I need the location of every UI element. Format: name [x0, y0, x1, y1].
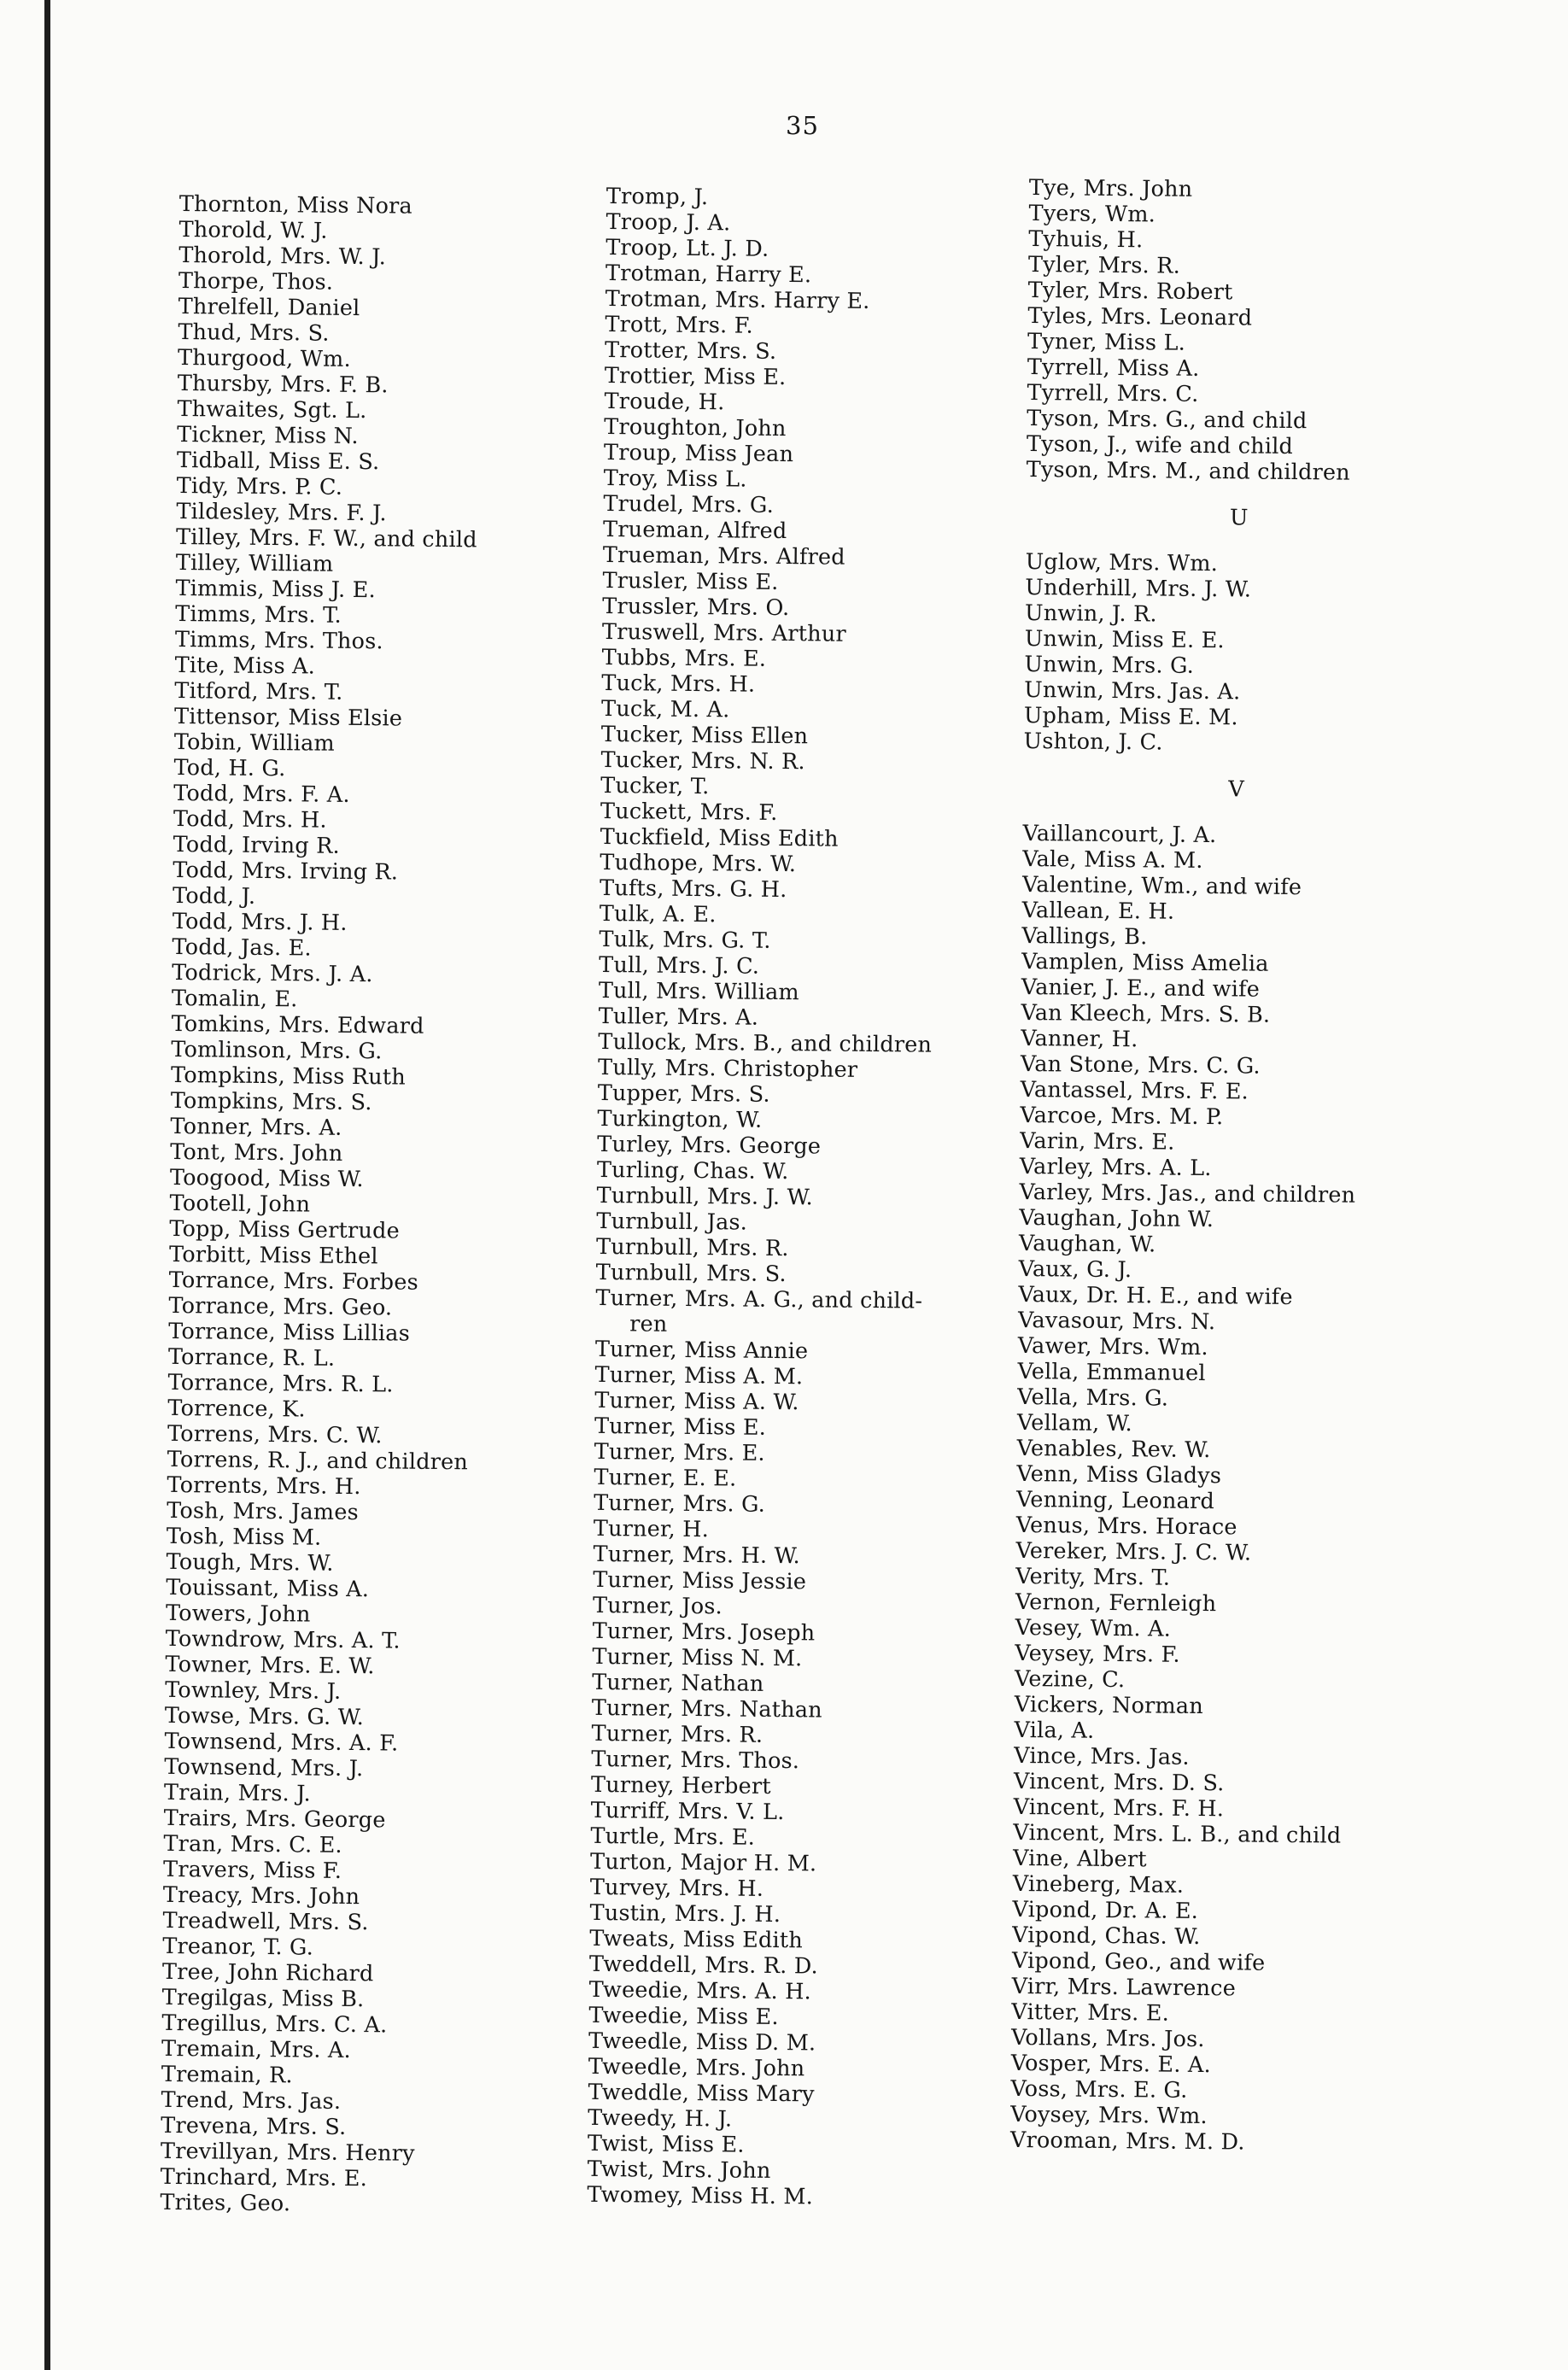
directory-entry: Torrens, R. J., and children	[167, 1446, 469, 1476]
directory-entry: Troop, J. A.	[606, 208, 731, 237]
directory-entry: Trotter, Mrs. S.	[604, 336, 777, 365]
directory-entry: Trotman, Mrs. Harry E.	[605, 285, 870, 314]
directory-entry: Todd, Mrs. J. H.	[172, 908, 348, 936]
directory-entry: Tully, Mrs. Christopher	[597, 1054, 858, 1083]
directory-entry: Tyhuis, H.	[1028, 225, 1144, 254]
directory-entry: Tran, Mrs. C. E.	[163, 1830, 342, 1858]
directory-entry: Vipond, Dr. A. E.	[1012, 1896, 1199, 1924]
directory-entry: Tidball, Miss E. S.	[176, 447, 380, 476]
directory-entry: Tuck, M. A.	[600, 695, 730, 723]
directory-entry: Turner, Mrs. G.	[594, 1489, 766, 1518]
directory-entry: Tweedie, Miss E.	[588, 2002, 779, 2031]
directory-entry: Trites, Geo.	[160, 2189, 291, 2217]
directory-entry: Vickers, Norman	[1014, 1691, 1204, 1720]
directory-entry: Tregillus, Mrs. C. A.	[161, 2010, 388, 2039]
directory-entry: Underhill, Mrs. J. W.	[1025, 574, 1252, 603]
directory-entry: Towndrow, Mrs. A. T.	[165, 1625, 401, 1654]
directory-entry: Varin, Mrs. E.	[1019, 1127, 1175, 1156]
directory-entry: Unwin, J. R.	[1024, 600, 1157, 628]
directory-entry: Turner, H.	[593, 1515, 710, 1543]
directory-entry: Tweddell, Mrs. R. D.	[588, 1951, 819, 1980]
directory-entry: Tyles, Mrs. Leonard	[1027, 302, 1253, 331]
directory-entry: Torrance, Mrs. Forbes	[168, 1267, 419, 1296]
directory-entry: Vanier, J. E., and wife	[1021, 974, 1261, 1003]
directory-entry: Thurgood, Wm.	[177, 344, 351, 372]
directory-entry: Vernon, Fernleigh	[1015, 1589, 1217, 1618]
directory-entry: Twist, Miss E.	[587, 2130, 745, 2158]
directory-entry: Tuckfield, Miss Edith	[600, 823, 839, 852]
directory-entry: Tyson, Mrs. G., and child	[1027, 405, 1308, 435]
directory-entry: Van Kleech, Mrs. S. B.	[1021, 999, 1271, 1028]
directory-entry: Thud, Mrs. S.	[178, 319, 330, 347]
directory-entry: Turner, Mrs. H. W.	[593, 1541, 800, 1570]
directory-entry: Tonner, Mrs. A.	[170, 1113, 342, 1141]
directory-entry: Thorpe, Thos.	[178, 267, 334, 296]
directory-entry: Turner, Mrs. E.	[594, 1438, 765, 1466]
directory-entry: Thwaites, Sgt. L.	[177, 395, 367, 424]
directory-entry: Turling, Chas. W.	[596, 1156, 789, 1185]
directory-entry: Titford, Mrs. T.	[174, 677, 343, 705]
directory-entry: Turnbull, Jas.	[596, 1208, 748, 1236]
directory-entry: Vavasour, Mrs. N.	[1017, 1307, 1216, 1336]
directory-entry: Turner, Mrs. R.	[591, 1720, 764, 1748]
directory-entry: Tyner, Miss L.	[1027, 328, 1186, 356]
directory-entry: Vollans, Mrs. Jos.	[1010, 2024, 1205, 2053]
directory-entry: Turnbull, Mrs. J. W.	[596, 1182, 813, 1211]
directory-entry: Todd, Jas. E.	[172, 933, 312, 962]
directory-entry: Troup, Miss Jean	[603, 439, 794, 468]
directory-entry: Turkington, W.	[597, 1105, 763, 1133]
directory-entry: Torrance, R. L.	[167, 1343, 336, 1372]
section-heading: U	[1229, 505, 1249, 531]
directory-entry: Troop, Lt. J. D.	[606, 234, 769, 262]
directory-entry: Townsend, Mrs. A. F.	[164, 1728, 399, 1757]
directory-entry: Tompkins, Miss Ruth	[170, 1062, 407, 1091]
directory-entry: Vamplen, Miss Amelia	[1021, 948, 1269, 977]
directory-entry: Tromp, J.	[606, 184, 709, 211]
directory-entry: Turner, Miss A. W.	[594, 1387, 799, 1416]
directory-entry: Voss, Mrs. E. G.	[1010, 2075, 1188, 2104]
directory-entry: Todd, Mrs. H.	[173, 805, 327, 834]
directory-entry: Venning, Leonard	[1015, 1486, 1215, 1515]
directory-entry: Tyson, J., wife and child	[1026, 430, 1294, 459]
directory-entry: Tupper, Mrs. S.	[597, 1080, 770, 1108]
directory-entry: Turner, Miss N. M.	[592, 1643, 803, 1672]
section-heading: V	[1228, 776, 1245, 803]
directory-entry: Trudel, Mrs. G.	[603, 490, 775, 518]
directory-entry: Torrens, Mrs. C. W.	[167, 1420, 383, 1449]
directory-entry: Vaux, Dr. H. E., and wife	[1018, 1281, 1293, 1311]
directory-entry: Vineberg, Max.	[1012, 1870, 1185, 1899]
directory-entry: Turnbull, Mrs. S.	[595, 1259, 787, 1288]
directory-entry: Troy, Miss L.	[603, 465, 747, 493]
directory-entry: Towers, John	[165, 1600, 311, 1628]
directory-entry: Thorold, W. J.	[178, 216, 328, 244]
directory-entry: Veysey, Mrs. F.	[1015, 1640, 1180, 1668]
directory-entry: Vincent, Mrs. L. B., and child	[1013, 1819, 1342, 1849]
directory-entry: Tickner, Miss N.	[177, 421, 359, 450]
directory-entry: Torrents, Mrs. H.	[167, 1472, 361, 1501]
directory-entry: Tweedie, Mrs. A. H.	[588, 1976, 812, 2005]
directory-entry: Vereker, Mrs. J. C. W.	[1015, 1537, 1252, 1566]
directory-entry: Tweedy, H. J.	[588, 2104, 733, 2133]
directory-entry: Tustin, Mrs. J. H.	[589, 1899, 781, 1928]
directory-entry: Thursby, Mrs. F. B.	[177, 370, 389, 399]
directory-entry: Venus, Mrs. Horace	[1015, 1512, 1237, 1541]
directory-entry: Twist, Mrs. John	[587, 2156, 771, 2184]
directory-entry: Torbitt, Miss Ethel	[168, 1241, 378, 1270]
directory-entry: Vale, Miss A. M.	[1022, 846, 1203, 874]
directory-entry: Vellam, W.	[1016, 1409, 1133, 1437]
name-column-1	[160, 191, 480, 2218]
directory-entry: Turner, Miss A. M.	[594, 1361, 804, 1390]
directory-entry: Torrance, Miss Lillias	[168, 1318, 411, 1347]
directory-entry: Tucker, Mrs. N. R.	[600, 746, 805, 775]
directory-entry: Threlfell, Daniel	[178, 293, 360, 322]
directory-entry: Turner, Mrs. Joseph	[592, 1618, 816, 1647]
directory-entry: Tye, Mrs. John	[1028, 175, 1193, 202]
directory-entry: Tomalin, E.	[171, 985, 298, 1013]
directory-entry: Trusler, Miss E.	[602, 567, 779, 595]
directory-entry: Tulk, A. E.	[599, 900, 717, 928]
directory-entry: Towner, Mrs. E. W.	[165, 1651, 375, 1680]
directory-entry: Tuckett, Mrs. F.	[600, 798, 778, 826]
directory-entry: Turner, Mrs. A. G., and child-	[595, 1284, 923, 1314]
directory-entry: Todd, J.	[172, 882, 256, 910]
directory-entry: Treanor, T. G.	[162, 1933, 314, 1961]
directory-entry: Tobin, William	[173, 729, 336, 757]
directory-entry: Tosh, Miss M.	[166, 1523, 322, 1551]
directory-entry: Turner, Mrs. Thos.	[591, 1746, 800, 1775]
directory-entry: Turner, Jos.	[592, 1592, 723, 1620]
directory-entry: Tittensor, Miss Elsie	[173, 703, 403, 732]
directory-entry: Vaughan, W.	[1018, 1230, 1156, 1258]
directory-entry: Toogood, Miss W.	[169, 1164, 364, 1193]
directory-entry: Torrance, Mrs. R. L.	[167, 1369, 394, 1398]
directory-entry: Voysey, Mrs. Wm.	[1010, 2101, 1208, 2130]
directory-entry: Virr, Mrs. Lawrence	[1011, 1973, 1237, 2002]
directory-entry: Truswell, Mrs. Arthur	[601, 618, 846, 647]
directory-entry: Tull, Mrs. J. C.	[599, 951, 760, 980]
directory-entry: Vrooman, Mrs. M. D.	[1009, 2127, 1245, 2156]
directory-entry: Trueman, Mrs. Alfred	[602, 541, 845, 571]
directory-entry: Tod, H. G.	[173, 754, 286, 782]
directory-entry: Vitter, Mrs. E.	[1011, 1998, 1170, 2027]
directory-entry: Tudhope, Mrs. W.	[600, 849, 797, 878]
directory-entry: Tree, John Richard	[161, 1958, 374, 1987]
directory-entry: Vallean, E. H.	[1021, 897, 1175, 925]
directory-entry: Towse, Mrs. G. W.	[164, 1702, 365, 1731]
directory-entry: Turvey, Mrs. H.	[589, 1874, 764, 1902]
directory-entry: Trussler, Mrs. O.	[602, 593, 790, 622]
directory-entry: Trevillyan, Mrs. Henry	[160, 2138, 415, 2167]
name-column-2	[587, 184, 940, 2211]
directory-entry: Trotman, Harry E.	[605, 260, 812, 289]
directory-entry: Vila, A.	[1014, 1717, 1095, 1744]
directory-entry: Trevena, Mrs. S.	[161, 2112, 347, 2140]
directory-entry: Turnbull, Mrs. R.	[595, 1233, 789, 1262]
page-edge-rule	[44, 0, 50, 2370]
directory-entry: Torrence, K.	[167, 1395, 306, 1423]
directory-entry: Tweddle, Miss Mary	[588, 2079, 815, 2108]
directory-entry: Ushton, J. C.	[1023, 728, 1163, 756]
directory-entry: Tweedle, Mrs. John	[588, 2053, 805, 2082]
directory-entry: Tite, Miss A.	[174, 652, 316, 680]
directory-entry: Vaillancourt, J. A.	[1022, 820, 1217, 849]
directory-entry: Vipond, Geo., and wife	[1011, 1947, 1266, 1976]
directory-entry: Todrick, Mrs. J. A.	[172, 959, 373, 988]
directory-entry: Tucker, Miss Ellen	[600, 721, 809, 750]
directory-entry: Tuck, Mrs. H.	[601, 670, 756, 698]
directory-entry: Tubbs, Mrs. E.	[601, 644, 767, 672]
directory-entry: Tweats, Miss Edith	[589, 1925, 804, 1954]
directory-entry: Vaughan, John W.	[1019, 1204, 1214, 1233]
directory-entry: Trend, Mrs. Jas.	[161, 2086, 342, 2115]
directory-entry: Townley, Mrs. J.	[165, 1677, 342, 1705]
directory-entry: Townsend, Mrs. J.	[164, 1753, 364, 1782]
directory-entry: Trott, Mrs. F.	[605, 311, 754, 339]
directory-entry: Tompkins, Mrs. S.	[170, 1087, 372, 1116]
directory-entry: Turtle, Mrs. E.	[590, 1823, 756, 1851]
directory-entry: Turner, Miss Jessie	[593, 1566, 807, 1595]
directory-entry: Tont, Mrs. John	[170, 1138, 343, 1167]
directory-entry: Turner, Miss E.	[594, 1413, 767, 1441]
directory-entry: Upham, Miss E. M.	[1023, 702, 1238, 731]
directory-entry: Venn, Miss Gladys	[1016, 1460, 1222, 1489]
directory-entry: Tyrrell, Miss A.	[1027, 354, 1200, 382]
directory-entry: Tweedle, Miss D. M.	[588, 2028, 816, 2057]
directory-entry: Tyers, Wm.	[1028, 200, 1156, 228]
directory-entry: Tucker, T.	[600, 772, 710, 800]
directory-entry: Tootell, John	[169, 1190, 311, 1218]
directory-entry: Tilley, William	[175, 549, 334, 577]
directory-entry: Van Stone, Mrs. C. G.	[1020, 1050, 1261, 1080]
directory-entry: Torrance, Mrs. Geo.	[168, 1292, 393, 1321]
directory-entry: Vezine, C.	[1014, 1665, 1126, 1694]
directory-entry: Tremain, Mrs. A.	[161, 2035, 352, 2064]
directory-entry: Verity, Mrs. T.	[1015, 1563, 1171, 1591]
directory-entry: Topp, Miss Gertrude	[169, 1215, 400, 1244]
directory-entry: Travers, Miss F.	[162, 1856, 342, 1884]
directory-entry: Vawer, Mrs. Wm.	[1017, 1332, 1208, 1361]
directory-entry: Varley, Mrs. A. L.	[1019, 1153, 1212, 1182]
directory-entry: Vella, Emmanuel	[1017, 1358, 1206, 1387]
directory-entry: Tremain, R.	[161, 2061, 293, 2089]
directory-entry: Valentine, Wm., and wife	[1021, 871, 1302, 901]
directory-entry: Vincent, Mrs. D. S.	[1013, 1768, 1225, 1797]
directory-entry: Troude, H.	[604, 388, 725, 416]
directory-entry: Varcoe, Mrs. M. P.	[1020, 1102, 1224, 1131]
directory-entry: Tidy, Mrs. P. C.	[176, 472, 343, 500]
directory-entry: Tyler, Mrs. Robert	[1027, 277, 1233, 306]
directory-entry: Tomkins, Mrs. Edward	[171, 1010, 424, 1039]
directory-entry: Uglow, Mrs. Wm.	[1025, 548, 1219, 577]
directory-entry: Vella, Mrs. G.	[1017, 1384, 1169, 1412]
directory-entry: Vincent, Mrs. F. H.	[1013, 1794, 1225, 1823]
directory-entry: Turney, Herbert	[590, 1771, 771, 1799]
page-number: 35	[786, 111, 819, 140]
directory-entry: Timms, Mrs. T.	[175, 600, 342, 629]
directory-entry: Twomey, Miss H. M.	[587, 2181, 814, 2210]
directory-entry: Vine, Albert	[1012, 1845, 1147, 1873]
directory-entry: Tufts, Mrs. G. H.	[599, 875, 787, 904]
directory-entry: Todd, Irving R.	[173, 831, 341, 859]
directory-entry: Turner, Mrs. Nathan	[591, 1694, 822, 1723]
directory-entry: Vallings, B.	[1021, 922, 1148, 951]
directory-entry: Tough, Mrs. W.	[166, 1548, 334, 1577]
directory-entry: Unwin, Miss E. E.	[1024, 625, 1225, 654]
directory-entry: Tuller, Mrs. A.	[598, 1003, 759, 1031]
directory-entry: Treadwell, Mrs. S.	[162, 1907, 369, 1936]
directory-entry: Timmis, Miss J. E.	[175, 575, 376, 604]
directory-entry: Tregilgas, Miss B.	[161, 1984, 365, 2013]
directory-entry: Vanner, H.	[1021, 1025, 1138, 1053]
directory-entry: Venables, Rev. W.	[1016, 1435, 1211, 1464]
directory-entry: Vaux, G. J.	[1018, 1255, 1132, 1284]
directory-entry: Turner, E. E.	[594, 1464, 737, 1492]
directory-entry: Vipond, Chas. W.	[1012, 1922, 1201, 1951]
directory-entry: Todd, Mrs. Irving R.	[173, 857, 399, 886]
directory-entry: Tyler, Mrs. R.	[1027, 251, 1181, 279]
directory-entry: Vantassel, Mrs. F. E.	[1020, 1076, 1249, 1105]
directory-entry: Train, Mrs. J.	[163, 1779, 312, 1807]
directory-entry: Tildesley, Mrs. F. J.	[176, 498, 387, 527]
directory-entry: Tull, Mrs. William	[598, 977, 799, 1006]
directory-entry: Troughton, John	[604, 413, 787, 442]
directory-entry: Tulk, Mrs. G. T.	[599, 926, 771, 954]
directory-entry: Turton, Major H. M.	[589, 1848, 817, 1877]
directory-entry: Thornton, Miss Nora	[178, 191, 413, 219]
directory-entry: Turley, Mrs. George	[597, 1131, 822, 1160]
directory-entry: Vince, Mrs. Jas.	[1014, 1742, 1190, 1770]
directory-entry: Tilley, Mrs. F. W., and child	[175, 524, 477, 553]
name-column-3	[1010, 175, 1456, 2157]
directory-entry: Touissant, Miss A.	[166, 1574, 370, 1603]
directory-entry: Tyrrell, Mrs. C.	[1027, 379, 1199, 407]
directory-entry: Trottier, Miss E.	[604, 362, 787, 391]
directory-entry: Tomlinson, Mrs. G.	[171, 1036, 383, 1065]
directory-entry: Vosper, Mrs. E. A.	[1010, 2050, 1211, 2079]
directory-entry: Thorold, Mrs. W. J.	[178, 242, 387, 271]
directory-entry: Treacy, Mrs. John	[162, 1881, 360, 1911]
directory-entry: Trairs, Mrs. George	[163, 1805, 386, 1834]
directory-entry: Tosh, Mrs. James	[167, 1497, 359, 1526]
directory-entry: Timms, Mrs. Thos.	[174, 626, 383, 655]
directory-entry: Trinchard, Mrs. E.	[160, 2163, 368, 2192]
directory-entry: ren	[629, 1311, 668, 1337]
directory-entry: Unwin, Mrs. G.	[1024, 651, 1195, 679]
directory-entry: Todd, Mrs. F. A.	[173, 780, 350, 808]
directory-entry: Turner, Nathan	[592, 1669, 764, 1697]
directory-entry: Varley, Mrs. Jas., and children	[1019, 1179, 1356, 1208]
directory-entry: Tullock, Mrs. B., and children	[598, 1028, 933, 1058]
directory-entry: Turner, Miss Annie	[594, 1336, 809, 1365]
directory-entry: Vesey, Wm. A.	[1015, 1614, 1172, 1642]
directory-entry: Unwin, Mrs. Jas. A.	[1024, 676, 1241, 705]
directory-entry: Turriff, Mrs. V. L.	[590, 1797, 785, 1826]
directory-entry: Trueman, Alfred	[602, 516, 787, 545]
directory-entry: Tyson, Mrs. M., and children	[1026, 456, 1351, 486]
